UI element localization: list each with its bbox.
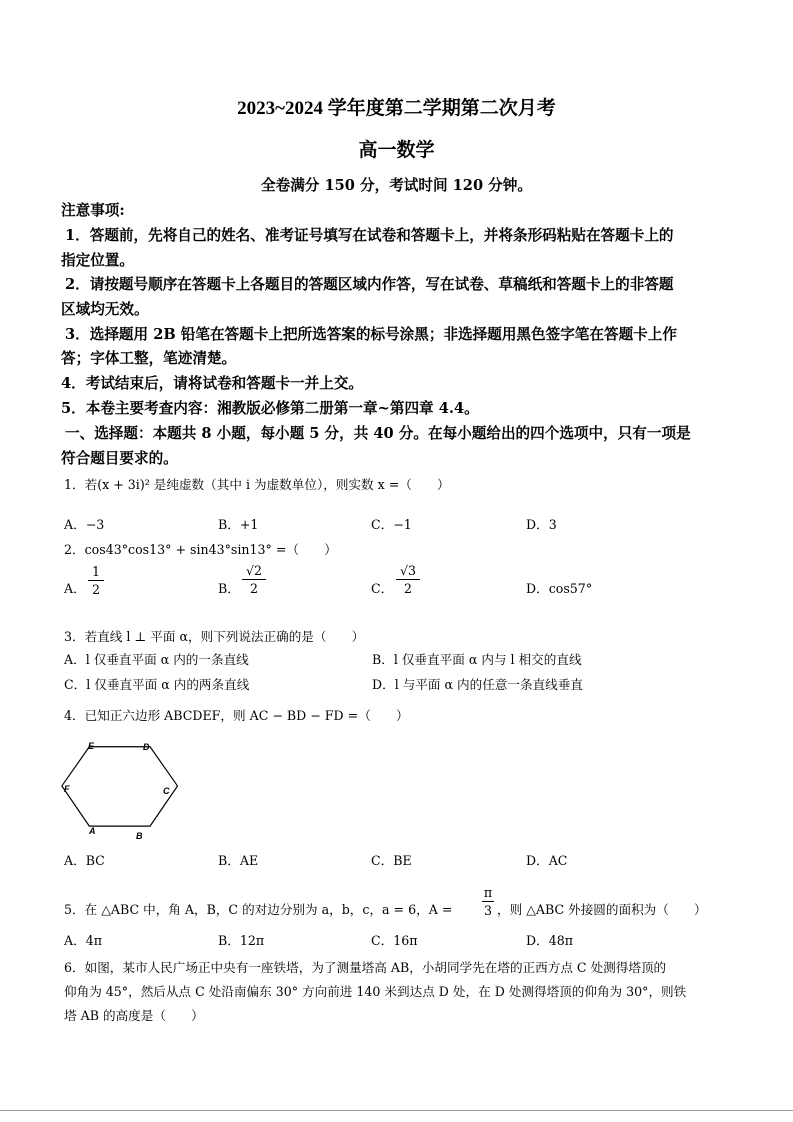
q5-stem-post: ，则 △ABC 外接圆的面积为（ ）: [497, 902, 707, 917]
note-5: 5．本卷主要考查内容：湘教版必修第二册第一章~第四章 4.4。: [61, 400, 479, 417]
q1-option-c: C．−1: [371, 517, 412, 532]
notes-heading: 注意事项:: [61, 202, 125, 219]
vertex-label-a: A: [89, 826, 96, 836]
q5-option-c: C．16π: [371, 933, 418, 948]
q5-stem-pre: 5．在 △ABC 中，角 A，B，C 的对边分别为 a，b，c，a = 6，A =: [64, 902, 453, 917]
q3-option-d: D．l 与平面 α 内的任意一条直线垂直: [372, 677, 583, 692]
q5-numerator: π: [483, 885, 493, 900]
q5-option-a: A．4π: [64, 933, 102, 948]
q2-a-numerator: 1: [91, 564, 100, 579]
q1-option-b: B．+1: [218, 517, 259, 532]
vertex-label-b: B: [136, 831, 143, 841]
hexagon-shape: [62, 747, 178, 826]
q6-line-2: 仰角为 45°，然后从点 C 处沿南偏东 30° 方向前进 140 米到达点 D 处，在 D 处测得塔顶的仰角为 30°，则铁: [64, 984, 687, 999]
q5-fraction: [482, 885, 494, 918]
q4-stem: 4．已知正六边形 ABCDEF，则 AC − BD − FD =（ ）: [64, 708, 409, 723]
vertex-label-f: F: [64, 784, 70, 794]
q2-b-numerator: √2: [245, 563, 263, 578]
exam-title: 2023~2024 学年度第二学期第二次月考: [237, 98, 556, 119]
q4-option-c: C．BE: [371, 853, 412, 868]
note-1b: 指定位置。: [61, 252, 134, 269]
q4-option-a: A．BC: [64, 853, 105, 868]
fraction-bar: [396, 579, 420, 580]
q6-line-1: 6．如图，某市人民广场正中央有一座铁塔，为了测量塔高 AB，小胡同学先在塔的正西方点 C 处测得塔顶的: [64, 960, 667, 975]
subject-title: 高一数学: [358, 139, 435, 161]
vertex-label-d: D: [143, 742, 150, 752]
fraction-bar: [242, 579, 266, 580]
note-3b: 答；字体工整，笔迹清楚。: [61, 350, 237, 367]
vertex-label-e: E: [88, 741, 95, 751]
q2-option-c-label: C．: [371, 581, 394, 596]
note-1a: 1．答题前，先将自己的姓名、准考证号填写在试卷和答题卡上，并将条形码粘贴在答题卡上的: [65, 227, 674, 244]
q3-option-c: C．l 仅垂直平面 α 内的两条直线: [64, 677, 250, 692]
q2-option-a-label: A．: [64, 581, 86, 596]
q1-option-d: D．3: [526, 517, 557, 532]
q2-option-b-fraction: [242, 563, 266, 596]
q1-option-a: A．−3: [64, 517, 105, 532]
q2-c-denominator: 2: [403, 581, 412, 596]
q4-option-d: D．AC: [526, 853, 568, 868]
q3-stem: 3．若直线 l ⊥ 平面 α，则下列说法正确的是（ ）: [64, 629, 365, 644]
page-bottom-rule: [0, 1110, 793, 1111]
q5-denominator: 3: [483, 903, 492, 918]
q2-a-denominator: 2: [91, 582, 100, 597]
q2-option-b-label: B．: [218, 581, 240, 596]
q2-b-denominator: 2: [249, 581, 258, 596]
hexagon-figure: [60, 735, 180, 845]
fraction-bar: [482, 901, 494, 902]
q2-stem: 2．cos43°cos13° + sin43°sin13° =（ ）: [64, 542, 337, 557]
q3-option-a: A．l 仅垂直平面 α 内的一条直线: [64, 652, 249, 667]
note-2a: 2．请按题号顺序在答题卡上各题目的答题区域内作答，写在试卷、草稿纸和答题卡上的非答题: [65, 276, 674, 293]
note-2b: 区域均无效。: [61, 301, 149, 318]
q2-c-numerator: √3: [399, 563, 417, 578]
section-1-intro: 一、选择题：本题共 8 小题，每小题 5 分，共 40 分。在每小题给出的四个选项中，只有一项是: [65, 425, 691, 442]
q6-line-3: 塔 AB 的高度是（ ）: [64, 1008, 204, 1023]
q4-option-b: B．AE: [218, 853, 259, 868]
q3-option-b: B．l 仅垂直平面 α 内与 l 相交的直线: [372, 652, 582, 667]
note-3a: 3．选择题用 2B 铅笔在答题卡上把所选答案的标号涂黑；非选择题用黑色签字笔在答题卡上作: [65, 326, 677, 343]
q5-option-b: B．12π: [218, 933, 265, 948]
exam-info: 全卷满分 150 分，考试时间 120 分钟。: [261, 177, 532, 194]
q5-option-d: D．48π: [526, 933, 573, 948]
section-1-intro-cont: 符合题目要求的。: [61, 450, 178, 467]
note-4: 4．考试结束后，请将试卷和答题卡一并上交。: [61, 375, 364, 392]
q1-stem: 1．若(x + 3i)² 是纯虚数（其中 i 为虚数单位），则实数 x =（ ）: [64, 477, 450, 492]
q2-option-a-fraction: [88, 564, 104, 597]
vertex-label-c: C: [163, 786, 170, 796]
q2-option-c-fraction: [396, 563, 420, 596]
fraction-bar: [88, 580, 104, 581]
q2-option-d: D．cos57°: [526, 581, 593, 596]
